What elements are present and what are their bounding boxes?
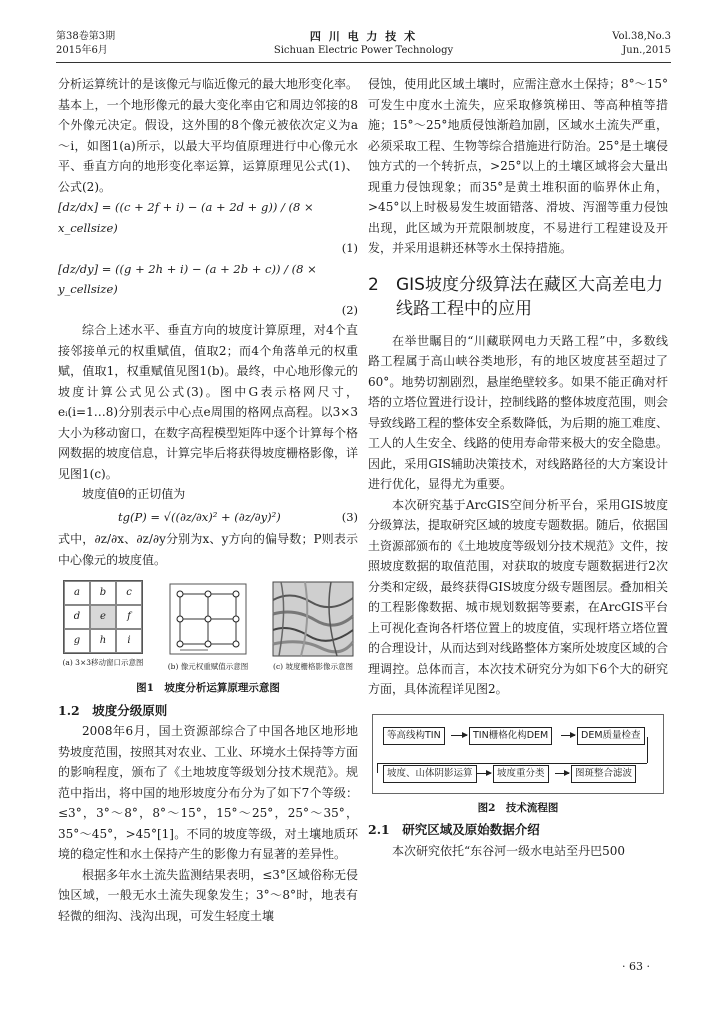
flow-box-tin: 等高线构TIN <box>383 727 445 745</box>
flow-arrow <box>451 735 467 736</box>
paragraph: 在举世瞩目的“川藏联网电力天路工程”中，多数线路工程属于高山峡谷类地形，有的地区坡度甚至超过了60°。地势切割剧烈，悬崖绝壁较多。如果不能正确对杆塔的立塔位置进行设计，控制线路的整体坡度范围，则会导致线路工程的整体安全系数降低，为后期的施工难度、工人的人生安全、线路的使用寿命带来极大的安全隐患。因此，采用GIS辅助决策技术，对线路路径的大方案设计进行优化，显得尤为重要。 <box>368 333 669 491</box>
grid-cell: b <box>90 581 116 605</box>
paragraph: 坡度值θ的正切值为 <box>82 487 186 501</box>
figure-2-caption: 图2 技术流程图 <box>477 801 559 814</box>
equation-1: [dz/dx] = ((c + 2f + i) − (a + 2d + g)) / (8 × x_cellsize) <box>58 200 314 235</box>
grid-cell: i <box>116 629 142 653</box>
flow-arrow <box>477 773 491 774</box>
journal-title-en: Sichuan Electric Power Technology <box>273 45 454 56</box>
flow-box-reclassify: 坡度重分类 <box>493 765 549 783</box>
flow-box-filter: 图斑整合滤波 <box>571 765 636 783</box>
figure-1 <box>58 578 358 674</box>
flow-box-dem: TIN栅格化构DEM <box>469 727 552 745</box>
paragraph: 根据多年水土流失监测结果表明，≤3°区域俗称无侵蚀区域，一般无水土流失现象发生；3°～8°时，地表有轻微的细沟、浅沟出现，可发生轻度土壤 <box>58 867 358 923</box>
flow-arrow <box>555 773 569 774</box>
flow-connector <box>647 737 648 763</box>
header-right <box>612 30 671 58</box>
section-heading-2-1: 2.1 研究区域及原始数据介绍 <box>368 822 540 837</box>
equation-1-number: (1) <box>341 241 358 255</box>
grid-cell: c <box>116 581 142 605</box>
figure-1c <box>268 578 358 674</box>
weight-grid-diagram <box>166 580 250 658</box>
figure-1a <box>58 578 148 674</box>
moving-window-grid <box>63 580 143 654</box>
equation-2: [dz/dy] = ((g + 2h + i) − (a + 2b + c)) / (8 × y_cellsize) <box>58 261 317 296</box>
flow-box-dem-check: DEM质量检查 <box>577 727 645 745</box>
section-heading-2 <box>368 273 668 321</box>
left-column <box>58 74 358 926</box>
header-center <box>56 30 671 58</box>
volume-issue-en: Vol.38,No.3 <box>612 31 671 42</box>
header-rule <box>56 62 671 63</box>
paragraph: 本次研究依托“东谷河一级水电站至丹巴500 <box>392 843 626 858</box>
subcaption-b: (b) 像元权重赋值示意图 <box>167 662 249 671</box>
slope-raster-image <box>271 580 355 658</box>
grid-cell: d <box>64 605 90 629</box>
figure-1-caption: 图1 坡度分析运算原理示意图 <box>136 682 280 694</box>
volume-issue: 第38卷第3期 <box>56 31 116 42</box>
page-number: · 63 · <box>622 960 650 973</box>
paragraph: 本次研究基于ArcGIS空间分析平台，采用GIS坡度分级算法，提取研究区域的坡度专题数据。随后，依据国土资源部颁布的《土地坡度等级划分技术规范》文件，按照坡度数据的取值范围，对获取的坡度专题数据进行2次分类和定级，最终获得GIS坡度分级专题图层。叠加相关的工程影像数据、城市规划数据等要素，在ArcGIS平台上可视化查询各杆塔位置上的坡度值，实现杆塔立塔位置的合理设计，从而达到对线路整体方案所处坡度区域的合理调控。总体而言，本次技术研究分为如下6个大的研究方面，具体流程详见图2。 <box>368 497 669 696</box>
flow-box-slope-hillshade: 坡度、山体阴影运算 <box>383 765 477 783</box>
paragraph: 式中，∂z/∂x、∂z/∂y分别为x、y方向的偏导数；P则表示中心像元的坡度值。 <box>58 532 358 567</box>
equation-3-number: (3) <box>341 509 358 524</box>
publish-date-en: Jun.,2015 <box>622 45 671 56</box>
section-number: 2 <box>368 274 379 295</box>
paragraph: 分析运算统计的是该像元与临近像元的最大地形变化率。基本上，一个地形像元的最大变化率由它和周边邻接的8个外像元决定。假设，这外围的8个像元被依次定义为a～i，如图1(a)所示，以最大平均值原理进行中心像元水平、垂直方向的地形变化率运算，运算原理见公式(1)、公式(2)。 <box>58 77 359 194</box>
grid-cell: h <box>90 629 116 653</box>
journal-title-cn: 四 川 电 力 技 术 <box>309 30 418 43</box>
figure-2-flowchart <box>372 714 664 794</box>
figure-1b <box>163 578 253 674</box>
paragraph: 综合上述水平、垂直方向的坡度计算原理，对4个直接邻接单元的权重赋值，值取2；而4个角落单元的权重赋，值取1，权重赋值见图1(b)。最终，中心地形像元的坡度计算公式见公式(3)。图中G表示格网尺寸，eᵢ(i=1…8)分别表示中心点e周围的格网点高程。以3×3大小为移动窗口，在数字高程模型矩阵中逐个计算每个格网数据的坡度信息，计算完毕后将获得坡度栅格影像，详见图1(c)。 <box>58 323 359 481</box>
section-title: GIS坡度分级算法在藏区大高差电力线路工程中的应用 <box>396 274 663 319</box>
paragraph: 2008年6月，国土资源部综合了中国各地区地形地势坡度范围，按照其对农业、工业、环境水土保持等方面的影响程度，颁布了《土地坡度等级划分技术规范》。规范中指出，将中国的地形坡度分布分为了如下7个等级：≤3°，3°～8°，8°～15°，15°～25°，25°～35°，35°～45°，>45°[1]。不同的坡度等级，对土壤地质环境的稳定性和水土保持产生的影像力有显著的差异性。 <box>58 724 359 861</box>
grid-cell: g <box>64 629 90 653</box>
grid-cell: f <box>116 605 142 629</box>
right-column <box>368 74 668 861</box>
grid-cell-center: e <box>90 605 116 629</box>
subcaption-c: (c) 坡度栅格影像示意图 <box>273 662 353 671</box>
equation-3: tg(P) = √((∂z/∂x)² + (∂z/∂y)²) <box>118 509 281 524</box>
grid-cell: a <box>64 581 90 605</box>
equation-2-number: (2) <box>341 302 358 317</box>
publish-date: 2015年6月 <box>56 45 108 56</box>
subcaption-a: (a) 3×3移动窗口示意图 <box>62 658 144 667</box>
flow-connector <box>377 763 647 764</box>
paragraph: 侵蚀，使用此区域土壤时，应需注意水土保持；8°～15°可发生中度水土流失，应采取修筑梯田、等高种植等措施；15°～25°地质侵蚀渐趋加剧，区域水土流失严重，必须采取工程、生物等综合措施进行防治。25°是土壤侵蚀方式的一个转折点，>25°以上的土壤区域将会大量出现重力侵蚀现象；而35°是黄土堆积面的临界休止角，>45°以上时极易发生坡面错落、滑坡、泻溜等重力侵蚀出现，此区域为开荒限制坡度，不易进行工程建设及开发，并采用退耕还林等水土保持措施。 <box>368 77 668 255</box>
equation-3-row <box>58 507 358 528</box>
flow-arrow <box>561 735 575 736</box>
flow-connector <box>377 763 378 773</box>
section-heading-1-2: 1.2 坡度分级原则 <box>58 702 168 718</box>
